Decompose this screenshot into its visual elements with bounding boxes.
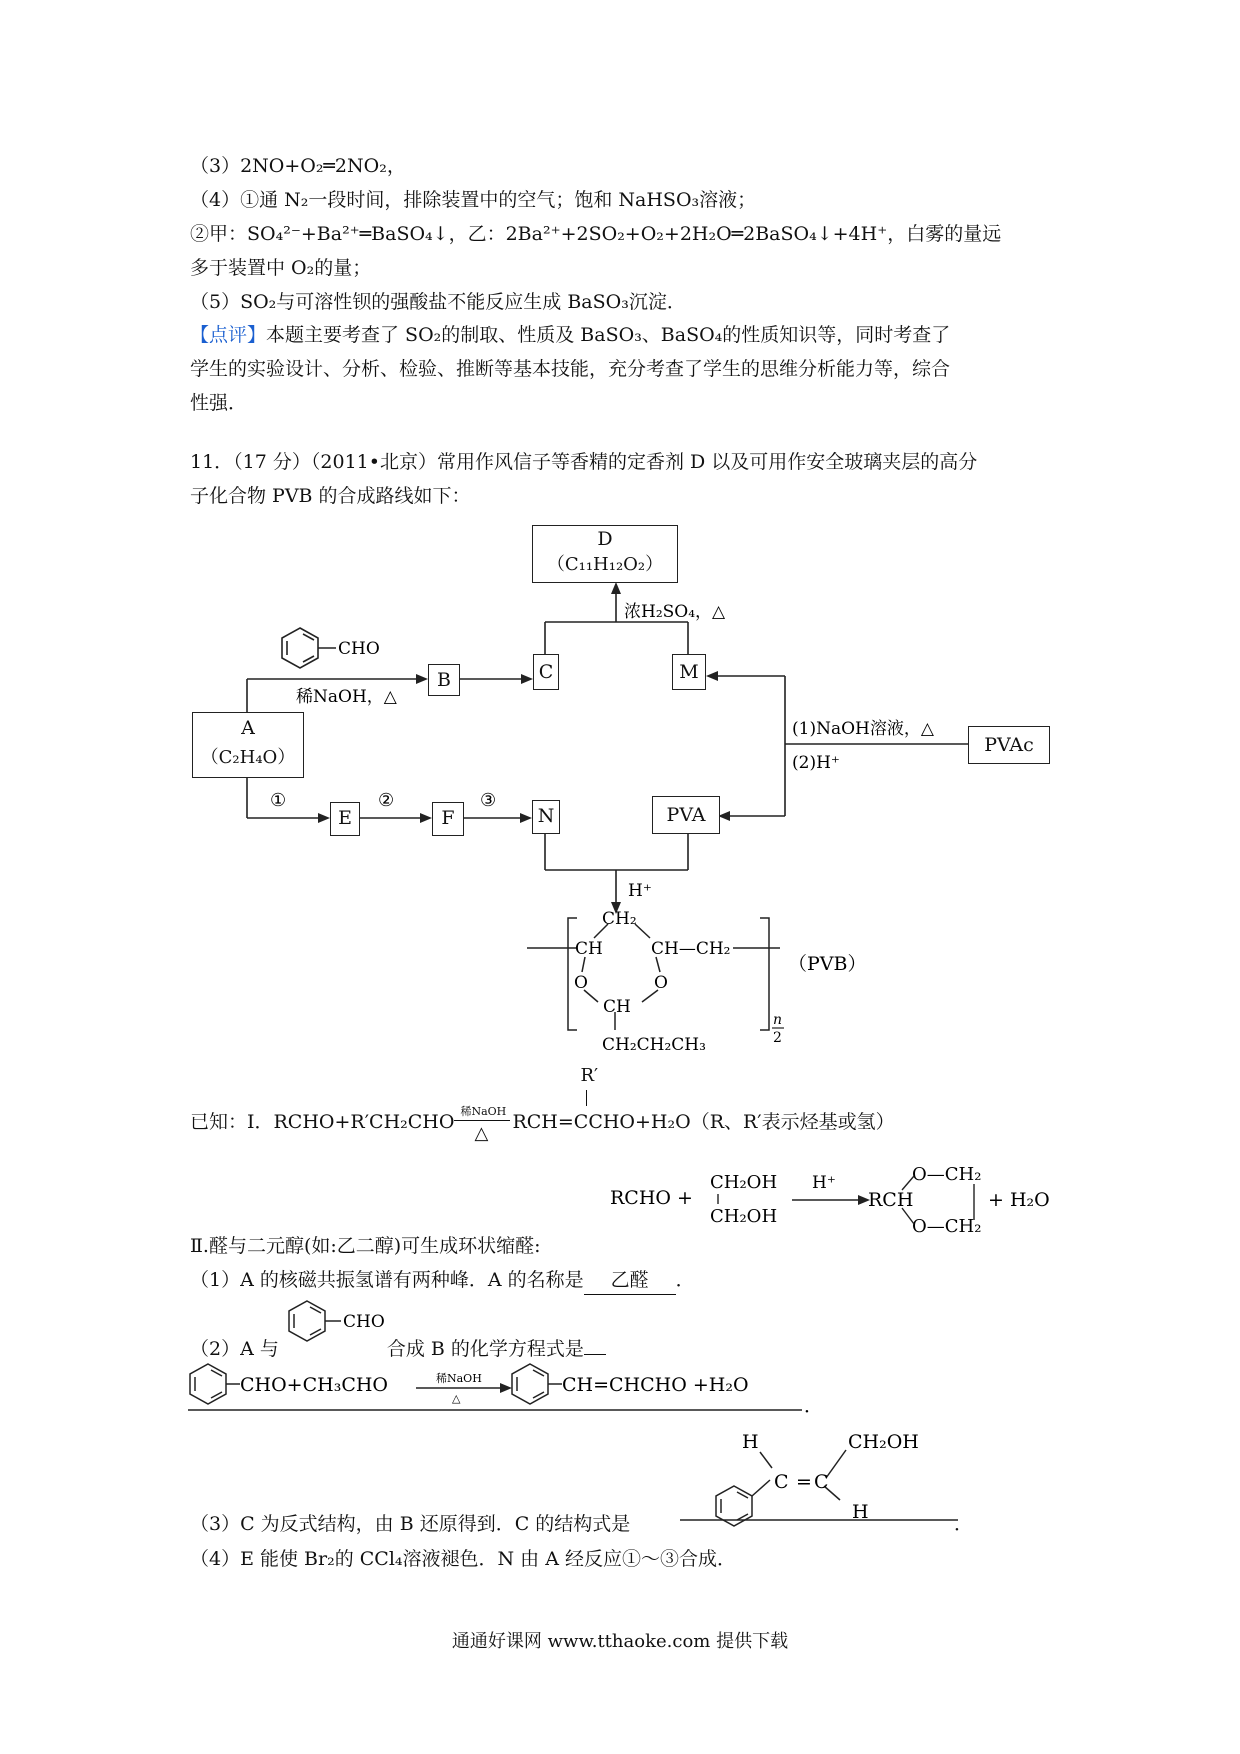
q2-pre: （2）A 与 bbox=[190, 1338, 279, 1360]
box-PVAc: PVAc bbox=[968, 726, 1050, 764]
scheme-step1: ① bbox=[270, 790, 287, 811]
pvb-ch2-top: CH₂ bbox=[602, 909, 637, 929]
q3-ch2oh: CH₂OH bbox=[848, 1431, 919, 1453]
q1-pre: （1）A 的核磁共振氢谱有两种峰．A 的名称是 bbox=[190, 1269, 584, 1291]
pvb-n: n bbox=[773, 1012, 783, 1028]
answer-5: （5）SO₂与可溶性钡的强酸盐不能反应生成 BaSO₃沉淀． bbox=[190, 291, 686, 313]
q2-eq-part1: CHO+CH₃CHO bbox=[240, 1374, 389, 1396]
answer-4-1: （4）①通 N₂一段时间，排除装置中的空气；饱和 NaHSO₃溶液； bbox=[190, 189, 757, 211]
box-M: M bbox=[672, 654, 706, 690]
scheme-step3: ③ bbox=[480, 790, 497, 811]
q1-answer: 乙醛 bbox=[584, 1266, 676, 1295]
pvb-ch-left: CH bbox=[575, 939, 603, 959]
scheme-step2: ② bbox=[378, 790, 395, 811]
q3-c2: C bbox=[814, 1471, 829, 1493]
acetal-o-ch2-top: O—CH₂ bbox=[912, 1164, 982, 1185]
pvb-2: 2 bbox=[773, 1030, 782, 1046]
comment-text-1: 本题主要考查了 SO₂的制取、性质及 BaSO₃、BaSO₄的性质知识等，同时考查了 bbox=[266, 324, 951, 346]
acetal-rch: RCH bbox=[868, 1189, 914, 1211]
acetal-ch2oh-top: CH₂OH bbox=[710, 1172, 778, 1193]
q11-stem-1: 11．（17 分）（2011•北京）常用作风信子等香精的定香剂 D 以及可用作安全玻璃夹层的高分 bbox=[190, 451, 978, 473]
footer: 通通好课网 www.tthaoke.com 提供下载 bbox=[451, 1631, 789, 1652]
acetal-h2o: + H₂O bbox=[988, 1189, 1050, 1211]
q4: （4）E 能使 Br₂的 CCl₄溶液褪色．N 由 A 经反应①～③合成． bbox=[190, 1548, 736, 1570]
pvb-label: （PVB） bbox=[788, 953, 867, 975]
box-C: C bbox=[533, 654, 559, 690]
comment-line-3: 性强． bbox=[190, 392, 248, 414]
comment-line-2: 学生的实验设计、分析、检验、推断等基本技能，充分考查了学生的思维分析能力等，综合 bbox=[190, 358, 951, 380]
scheme-h-plus-step: (2)H⁺ bbox=[792, 753, 840, 773]
box-B: B bbox=[428, 664, 460, 696]
known-1-rprime: R′ bbox=[580, 1065, 599, 1086]
pvb-ch-bottom: CH bbox=[603, 997, 631, 1017]
acetal-hplus: H⁺ bbox=[812, 1173, 836, 1193]
q3-h1: H bbox=[742, 1431, 759, 1453]
known-1-prod-text: RCH=CCHO bbox=[512, 1111, 636, 1133]
box-D-formula: （C₁₁H₁₂O₂） bbox=[546, 554, 664, 575]
q3-c1: C bbox=[774, 1471, 789, 1493]
scheme-h-plus: H⁺ bbox=[628, 881, 652, 901]
q3-h2: H bbox=[852, 1501, 869, 1523]
pvb-chain: CH₂CH₂CH₃ bbox=[602, 1035, 706, 1055]
pvb-o-left: O bbox=[574, 973, 588, 993]
box-A-label: A bbox=[241, 717, 255, 739]
acetal-ch2oh-bottom: CH₂OH bbox=[710, 1206, 778, 1227]
acetal-rcho: RCHO + bbox=[610, 1187, 693, 1209]
q3: （3）C 为反式结构，由 B 还原得到．C 的结构式是 bbox=[190, 1513, 631, 1535]
scheme-cho: CHO bbox=[338, 639, 380, 659]
q1-post: ． bbox=[675, 1269, 695, 1291]
q2-eq-end: ． bbox=[804, 1395, 824, 1417]
box-N: N bbox=[532, 800, 560, 834]
box-F: F bbox=[432, 802, 464, 836]
q2-cho: CHO bbox=[342, 1312, 385, 1332]
known-1-post: +H₂O（R、R′表示烃基或氢） bbox=[635, 1111, 895, 1133]
q2-eq-part2: CH=CHCHO +H₂O bbox=[562, 1374, 749, 1396]
known-1-cond-bot: △ bbox=[474, 1123, 489, 1144]
q3-end: ． bbox=[954, 1513, 974, 1535]
q2-post: 合成 B 的化学方程式是 bbox=[386, 1338, 584, 1360]
known-2-text: Ⅱ.醛与二元醇(如:乙二醇)可生成环状缩醛: bbox=[190, 1235, 541, 1257]
scheme-naoh-solution: (1)NaOH溶液，△ bbox=[792, 719, 934, 739]
known-1-cond-top: 稀NaOH bbox=[460, 1105, 507, 1118]
box-D-label: D bbox=[597, 528, 613, 550]
box-PVA: PVA bbox=[652, 796, 720, 834]
q11-stem-2: 子化合物 PVB 的合成路线如下： bbox=[190, 485, 471, 507]
answer-4-3: 多于装置中 O₂的量； bbox=[190, 257, 372, 279]
pvb-ch-right: CH—CH₂ bbox=[651, 939, 731, 959]
answer-4-2: ②甲：SO₄²⁻+Ba²⁺═BaSO₄↓，乙：2Ba²⁺+2SO₂+O₂+2H₂O═2BaSO₄↓+4H⁺，白雾的量远 bbox=[190, 223, 1002, 245]
pvb-o-right: O bbox=[654, 973, 668, 993]
scheme-conc-h2so4: 浓H₂SO₄，△ bbox=[624, 602, 726, 622]
comment-tag: 【点评】 bbox=[190, 324, 267, 346]
q3-eq: = bbox=[796, 1471, 812, 1493]
known-1-pre: 已知：Ⅰ．RCHO+R′CH₂CHO bbox=[190, 1111, 455, 1133]
box-E: E bbox=[330, 802, 360, 836]
scheme-dilute-naoh: 稀NaOH，△ bbox=[296, 687, 397, 707]
acetal-o-ch2-bottom: O—CH₂ bbox=[912, 1216, 982, 1237]
q2-eq-cond-top: 稀NaOH bbox=[436, 1372, 482, 1385]
answer-3: （3）2NO+O₂═2NO₂， bbox=[190, 155, 406, 177]
box-A-formula: （C₂H₄O） bbox=[200, 747, 296, 768]
q2-eq-cond-bot: △ bbox=[452, 1392, 461, 1405]
